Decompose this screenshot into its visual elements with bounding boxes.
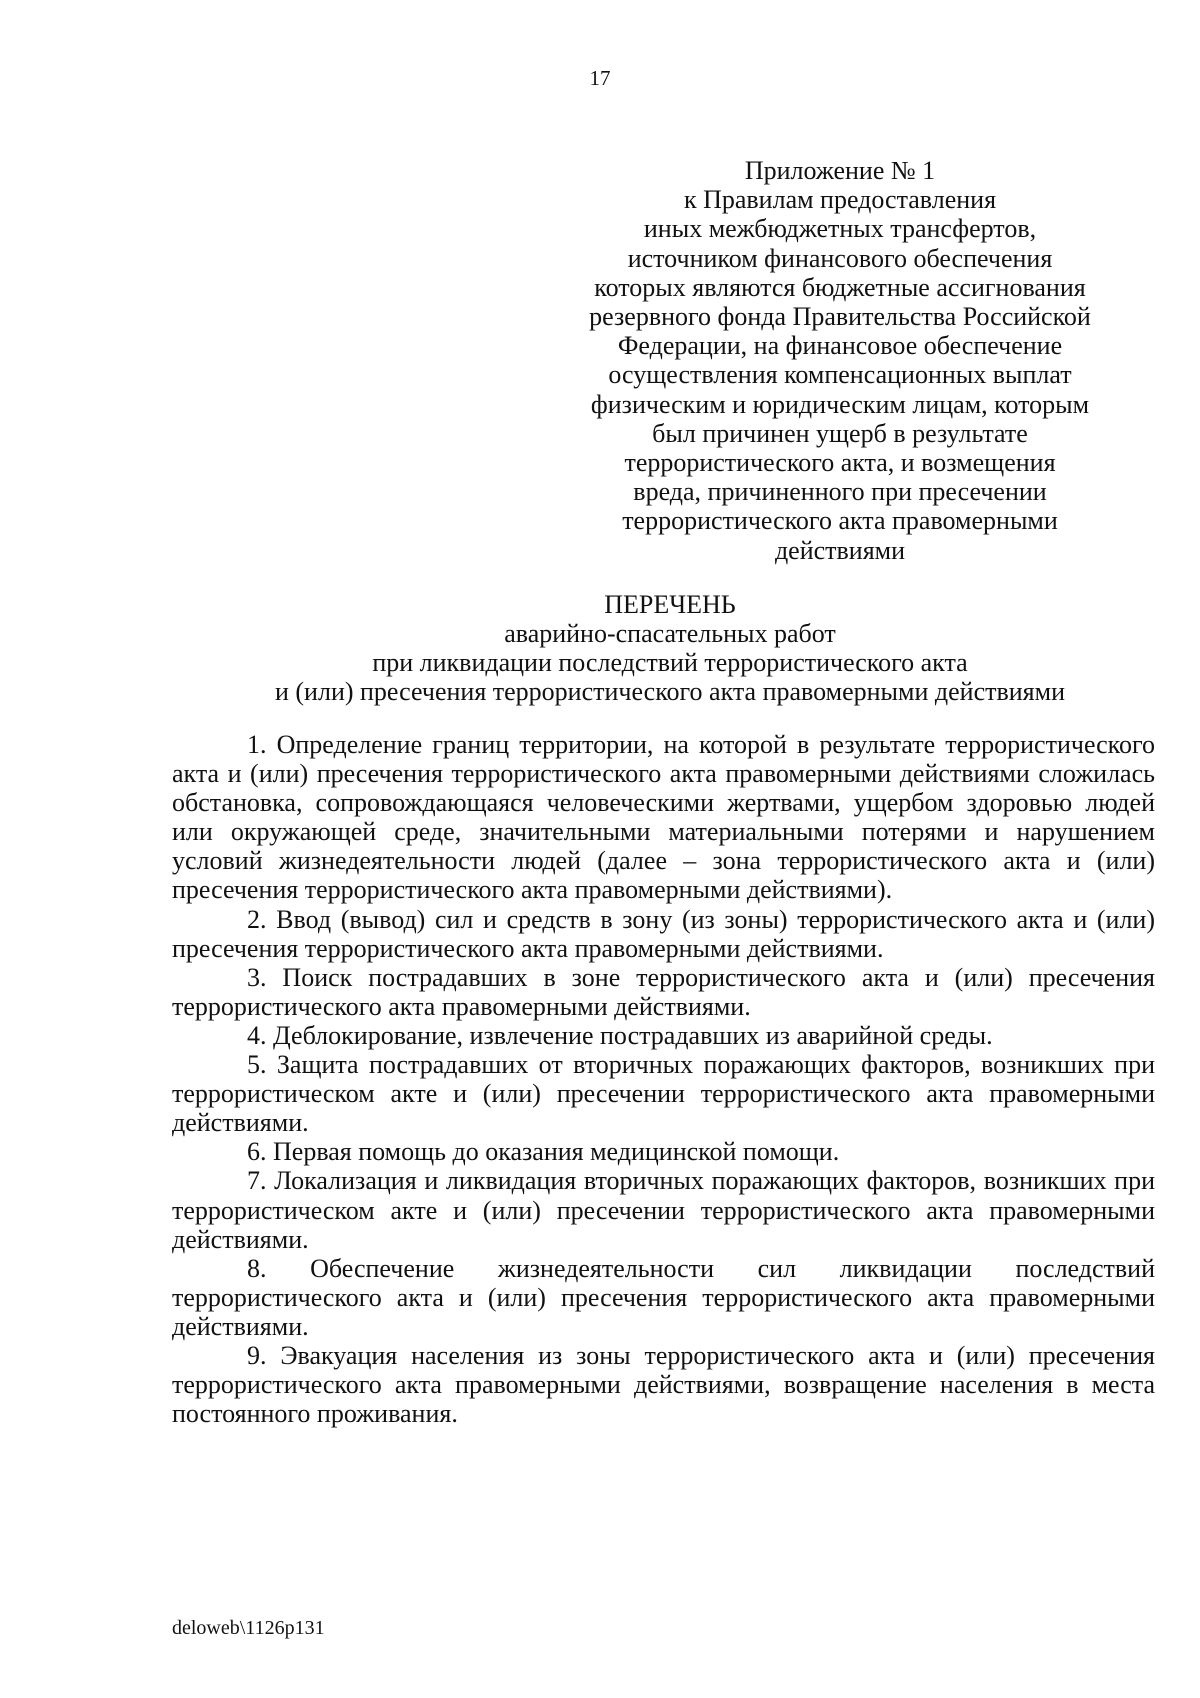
list-item: 4. Деблокирование, извлечение пострадавших из аварийной среды.: [247, 1020, 993, 1050]
appendix-line: физическим и юридическим лицам, которым: [590, 389, 1090, 419]
document-title: [170, 590, 1170, 706]
appendix-line: источником финансового обеспечения: [627, 243, 1053, 273]
list-item: 9. Эвакуация населения из зоны террористического акта и (или) пресечения террористического акта правомерными действиями, возвращение населения в места постоянного проживания.: [172, 1340, 1155, 1429]
appendix-line: Федерации, на финансовое обеспечение: [617, 331, 1063, 361]
list-item: 8. Обеспечение жизнедеятельности сил ликвидации последствий террористического акта и (или) пресечения террористического акта правомерными действиями.: [172, 1253, 1155, 1341]
list-item: 1. Определение границ территории, на которой в результате террористического акта и (или) пресечения террористического акта правомерными действиями сложилась обстановка, сопровождающаяся человеческими жертвами, ущербом здоровью людей или окружающей среде, значительными материальными потерями и нарушением условий жизнедеятельности людей (далее – зона террористического акта и (или) пресечения террористического акта правомерными действиями).: [172, 730, 1155, 905]
appendix-line: осуществления компенсационных выплат: [608, 360, 1072, 390]
appendix-line: был причинен ущерб в результате: [652, 418, 1028, 448]
appendix-line: иных межбюджетных трансфертов,: [643, 214, 1037, 244]
document-code: deloweb\1126p131: [172, 1617, 325, 1639]
page-number: 17: [589, 66, 611, 90]
title-line: аварийно-спасательных работ: [504, 619, 836, 648]
works-list: [172, 730, 1155, 1428]
list-item: 5. Защита пострадавших от вторичных поражающих факторов, возникших при террористическом акте и (или) пресечении террористического акта правомерными действиями.: [172, 1050, 1155, 1138]
appendix-line: к Правилам предоставления: [683, 185, 997, 215]
title-heading: ПЕРЕЧЕНЬ: [604, 590, 736, 619]
appendix-line: действиями: [774, 535, 906, 565]
appendix-line: которых являются бюджетные ассигнования: [594, 272, 1086, 302]
title-line: и (или) пресечения террористического акта правомерными действиями: [274, 677, 1065, 706]
appendix-line: вреда, причиненного при пресечении: [633, 477, 1047, 507]
appendix-header: [560, 156, 1120, 565]
appendix-line: террористического акта, и возмещения: [624, 448, 1056, 478]
list-item: 2. Ввод (вывод) сил и средств в зону (из зоны) террористического акта и (или) пресечения террористического акта правомерными действиями.: [172, 904, 1155, 963]
title-line: при ликвидации последствий террористического акта: [372, 648, 968, 677]
list-item: 6. Первая помощь до оказания медицинской помощи.: [247, 1137, 840, 1167]
appendix-line: террористического акта правомерными: [622, 506, 1058, 536]
list-item: 7. Локализация и ликвидация вторичных поражающих факторов, возникших при террористическом акте и (или) пресечении террористического акта правомерными действиями.: [172, 1166, 1155, 1254]
appendix-line: Приложение № 1: [744, 156, 936, 185]
appendix-line: резервного фонда Правительства Российской: [589, 302, 1091, 332]
list-item: 3. Поиск пострадавших в зоне террористического акта и (или) пресечения террористического акта правомерными действиями.: [172, 962, 1155, 1021]
